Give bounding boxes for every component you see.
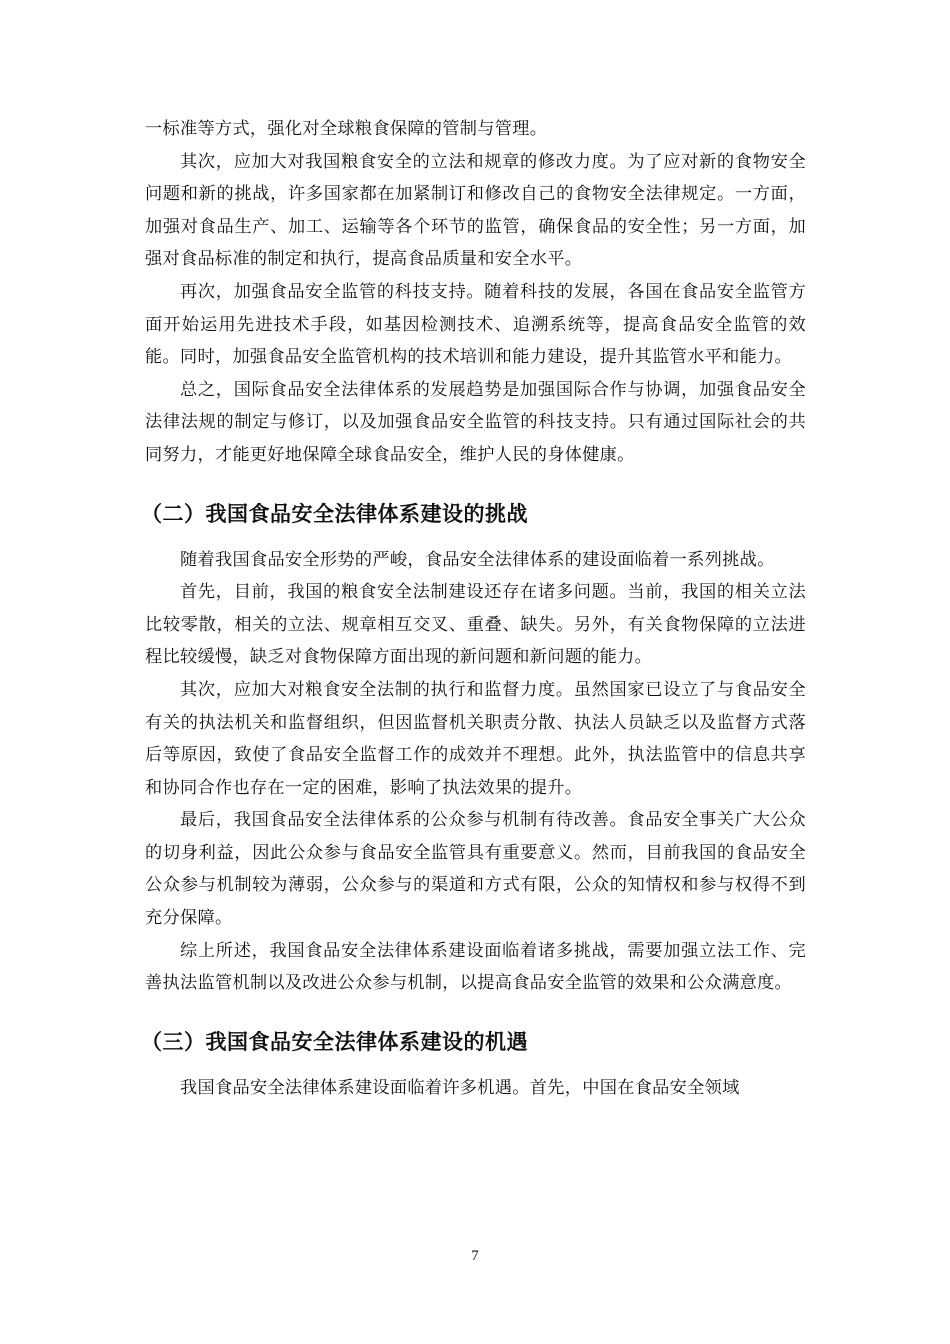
section-heading: （二）我国食品安全法律体系建设的挑战 — [141, 501, 528, 526]
paragraph: 首先，目前，我国的粮食安全法制建设还存在诸多问题。当前，我国的相关立法比较零散，相关的立法、规章相互交叉、重叠、缺失。另外，有关食物保障的立法进程比较缓慢，缺乏对食物保障方面出现的新问题和新问题的能力。 — [145, 582, 806, 668]
paragraph: 最后，我国食品安全法律体系的公众参与机制有待改善。食品安全事关广大公众的切身利益，因此公众参与食品安全监管具有重要意义。然而，目前我国的食品安全公众参与机制较为薄弱，公众参与的渠道和方式有限，公众的知情权和参与权得不到充分保障。 — [145, 810, 806, 929]
paragraph: 一标准等方式，强化对全球粮食保障的管制与管理。 — [145, 119, 548, 139]
paragraph: 综上所述，我国食品安全法律体系建设面临着诸多挑战，需要加强立法工作、完善执法监管机制以及改进公众参与机制，以提高食品安全监管的效果和公众满意度。 — [145, 940, 806, 994]
paragraph: 随着我国食品安全形势的严峻，食品安全法律体系的建设面临着一系列挑战。 — [180, 549, 775, 570]
page-number: 7 — [471, 1248, 479, 1264]
paragraph: 再次，加强食品安全监管的科技支持。随着科技的发展，各国在食品安全监管方面开始运用先进技术手段，如基因检测技术、追溯系统等，提高食品安全监管的效能。同时，加强食品安全监管机构的技术培训和能力建设，提升其监管水平和能力。 — [145, 281, 806, 368]
paragraph: 其次，应加大对粮食安全法制的执行和监督力度。虽然国家已设立了与食品安全有关的执法机关和监督组织，但因监督机关职责分散、执法人员缺乏以及监督方式落后等原因，致使了食品安全监督工作的成效并不理想。此外，执法监管中的信息共享和协同合作也存在一定的困难，影响了执法效果的提升。 — [145, 679, 806, 798]
page-body — [141, 113, 806, 1104]
paragraph: 总之，国际食品安全法律体系的发展趋势是加强国际合作与协调，加强食品安全法律法规的制定与修订，以及加强食品安全监管的科技支持。只有通过国际社会的共同努力，才能更好地保障全球食品安全，维护人民的身体健康。 — [145, 379, 806, 465]
spacer — [145, 1056, 806, 1072]
spacer — [145, 1000, 806, 1028]
paragraph: 我国食品安全法律体系建设面临着许多机遇。首先，中国在食品安全领域 — [180, 1077, 740, 1098]
spacer — [145, 472, 806, 500]
section-heading: （三）我国食品安全法律体系建设的机遇 — [141, 1029, 528, 1054]
paragraph: 其次，应加大对我国粮食安全的立法和规章的修改力度。为了应对新的食物安全问题和新的挑战，许多国家都在加紧制订和修改自己的食物安全法律规定。一方面，加强对食品生产、加工、运输等各个环节的监管，确保食品的安全性；另一方面，加强对食品标准的制定和执行，提高食品质量和安全水平。 — [145, 151, 806, 270]
spacer — [145, 528, 806, 544]
